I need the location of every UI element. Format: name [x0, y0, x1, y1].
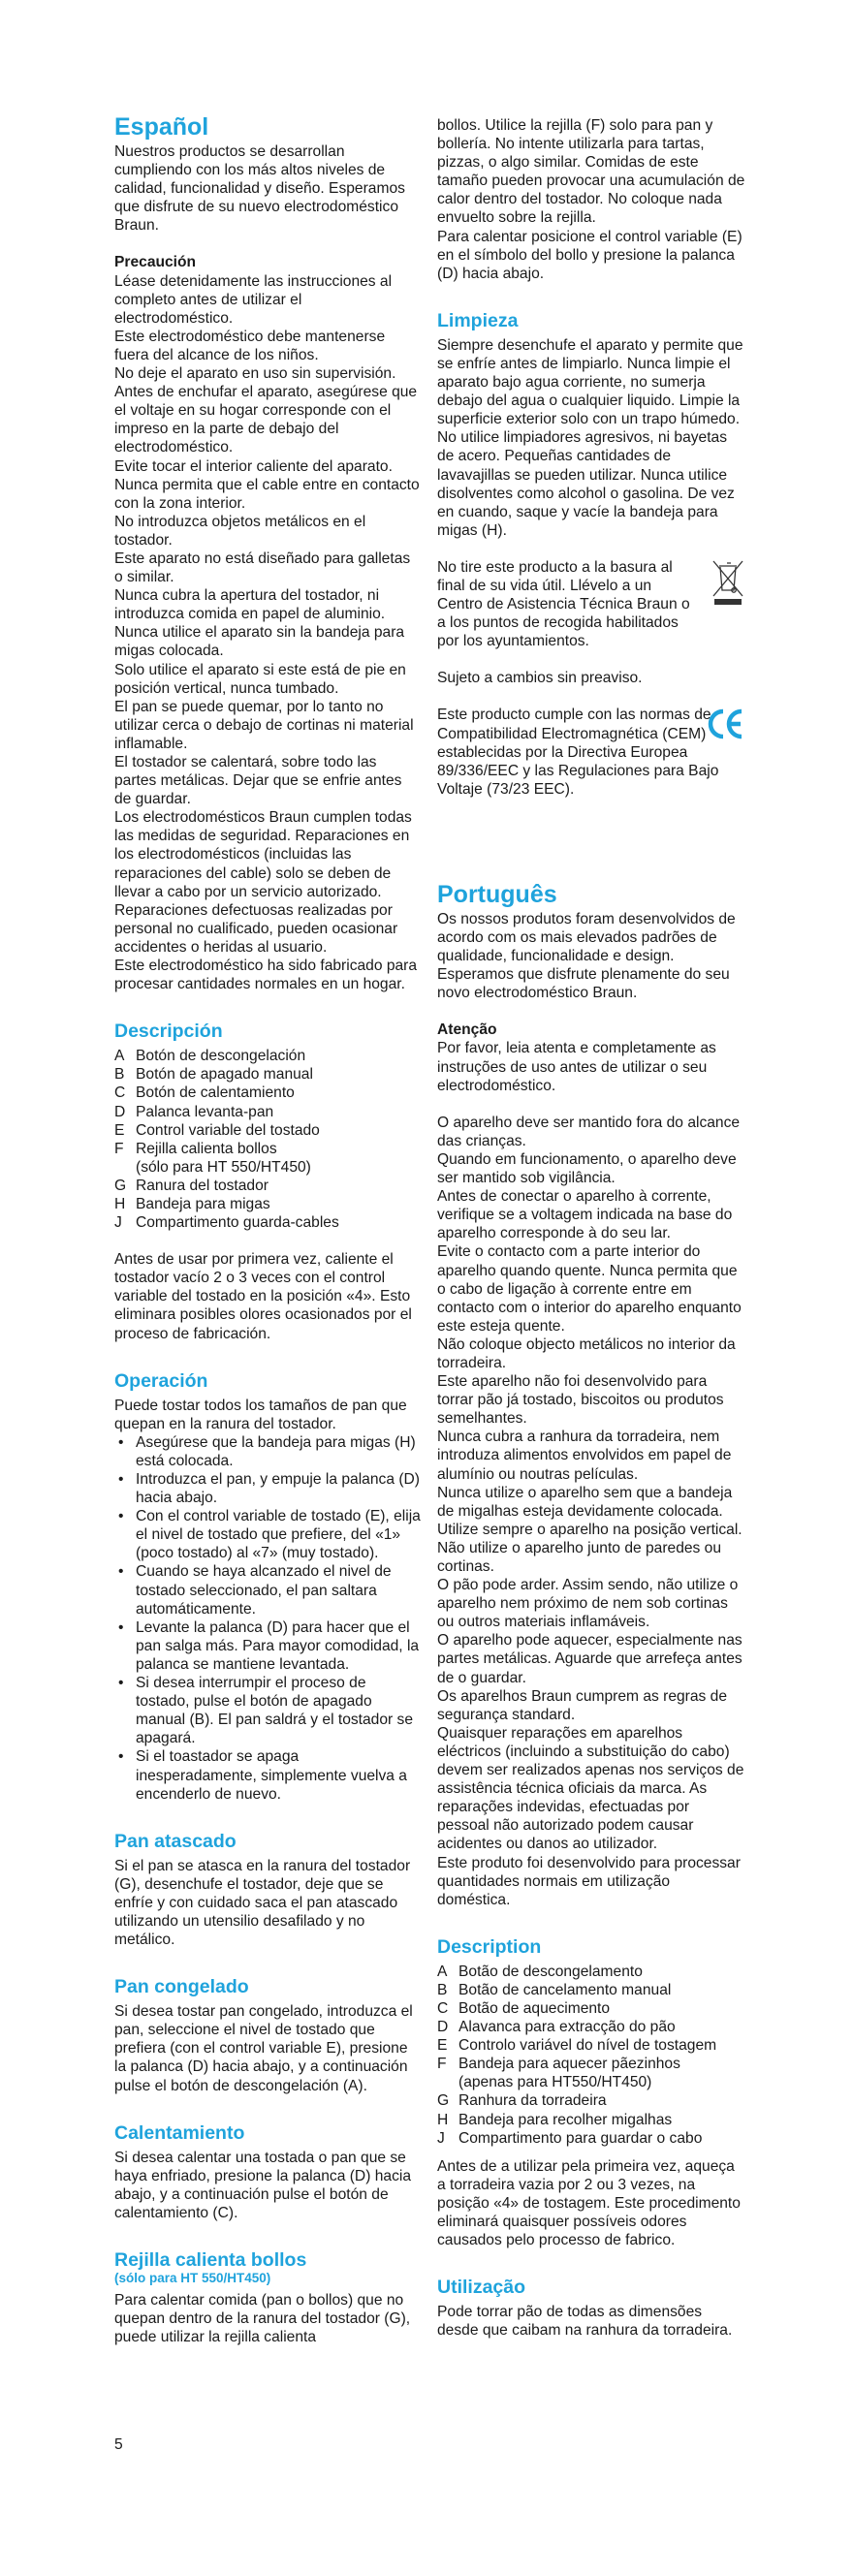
pt-caution-line: Nunca utilize o aparelho sem que a bandeja de migalhas esteja devidamente colocada.: [437, 1484, 733, 1520]
pt-first-use: Antes de a utilizar pela primeira vez, aqueça a torradeira vazia por 2 ou 3 vezes, na posição «4» de tostagem. Este procedimento eliminará quaisquer possíveis odores causados pelo processo de fabrico.: [437, 2157, 741, 2249]
pt-caution-line: Este aparelho não foi desenvolvido para torrar pão já tostado, biscoitos ou produtos semelhantes.: [437, 1373, 724, 1428]
es-operation-intro: Puede tostar todos los tamaños de pan que quepan en la ranura del tostador.: [114, 1397, 407, 1432]
es-description-title: Descripción: [114, 1021, 223, 1043]
es-bun-rack-subtitle: (sólo para HT 550/HT450): [114, 2271, 271, 2285]
es-caution-line: Este aparato no está diseñado para galletas o similar.: [114, 550, 411, 586]
es-caution-line: El tostador se calentará, sobre todo las partes metálicas. Dejar que se enfrie antes de guardar.: [114, 754, 402, 808]
pt-description-title: Description: [437, 1935, 542, 1958]
left-column: [114, 113, 423, 2346]
es-caution-title: Precaución: [114, 254, 197, 271]
es-compliance-text: Este producto cumple con las normas de Compatibilidad Electromagnética (CEM) establecidas por la Directiva Europea 89/336/EEC y las Regulaciones para Bajo Voltaje (73/23 EEC).: [437, 707, 719, 798]
pt-usage-text: Pode torrar pão de todas as dimensões desde que caibam na ranhura da torradeira.: [437, 2304, 733, 2340]
pt-caution-line: Não utilize o aparelho junto de paredes ou cortinas.: [437, 1539, 722, 1575]
ce-mark-icon: [707, 707, 745, 740]
es-intro: Nuestros productos se desarrollan cumpliendo con los más altos niveles de calidad, funcionalidad y diseño. Esperamos que disfrute de su nuevo electrodoméstico Braun.: [114, 143, 405, 235]
list-item: D Alavanca para extracção do pão: [437, 2019, 676, 2036]
list-item: E Controlo variável do nível de tostagem: [437, 2037, 717, 2055]
list-item: J Compartimento guarda-cables: [114, 1214, 339, 1232]
list-item: • Levante la palanca (D) para hacer que el pan salga más. Para mayor comodidad, la palanca se mantiene levantada.: [114, 1618, 423, 1674]
list-item: J Compartimento para guardar o cabo: [437, 2129, 703, 2147]
es-disposal-text: No tire este producto a la basura al final de su vida útil. Llévelo a un Centro de Asistencia Técnica Braun o a los puntos de recogida habilitados por los ayuntamientos.: [437, 558, 690, 650]
pt-caution-line: Quaisquer reparações em aparelhos eléctricos (incluindo a substituição do cabo) devem ser realizados apenas nos serviços de assistência técnica oficiais da marca. As reparações indevidas, efectuadas por pessoal não autorizado podem causar acidentes ou danos ao utilizador.: [437, 1724, 744, 1853]
pt-intro: Os nossos produtos foram desenvolvidos de acordo com os mais elevados padrões de qualidade, funcionalidade e design. Esperamos que disfrute plenamente do seu novo electrodoméstico Braun.: [437, 910, 736, 1002]
pt-caution-line: Evite o contacto com a parte interior do aparelho quando quente. Nunca permita que o cabo de ligação à corrente entre em contacto com o interior do aparelho enquanto este esteja quente.: [437, 1243, 742, 1335]
list-item: C Botão de aquecimento: [437, 1999, 611, 2017]
es-subject-to-change: Sujeto a cambios sin preaviso.: [437, 670, 643, 687]
pt-caution-line: O aparelho pode aquecer, especialmente nas partes metálicas. Aguarde que arrefeça antes de o guardar.: [437, 1632, 742, 1686]
es-caution-line: No introduzca objetos metálicos en el tostador.: [114, 513, 366, 549]
pt-caution-line: O aparelho deve ser mantido fora do alcance das crianças.: [437, 1114, 741, 1149]
es-parts-list: [114, 1047, 423, 1232]
es-caution-line: Solo utilice el aparato si este está de pie en posición vertical, nunca tumbado.: [114, 661, 406, 697]
es-caution-line: Nunca utilice el aparato sin la bandeja para migas colocada.: [114, 624, 405, 660]
list-item: F Rejilla calienta bollos (sólo para HT 550/HT450): [114, 1140, 311, 1176]
es-reheat-title: Calentamiento: [114, 2121, 245, 2144]
es-cleaning-text: Siempre desenchufe el aparato y permite que se enfríe antes de limpiarlo. Nunca limpie el aparato bajo agua corriente, no sumerja debajo del agua o cualquier liquido. Limpie la superficie exterior solo con un trapo húmedo. No utilice limpiadores agresivos, ni bayetas de acero. Pequeñas cantidades de lavavajillas se pueden utilizar. Nunca utilice disolventes como alcohol o gasolina. De vez en cuando, saque y vacíe la bandeja para migas (H).: [437, 336, 743, 539]
es-disposal-notice: [437, 558, 745, 650]
es-compliance-notice: [437, 706, 745, 798]
weee-crossed-bin-icon: [711, 558, 745, 607]
es-caution-line: Evite tocar el interior caliente del aparato.: [114, 457, 393, 475]
list-item: H Bandeja para recolher migalhas: [437, 2111, 673, 2128]
right-column: [437, 116, 745, 2340]
es-caution-line: El pan se puede quemar, por lo tanto no utilizar cerca o debajo de cortinas ni material inflamable.: [114, 698, 414, 752]
es-frozen-text: Si desea tostar pan congelado, introduzca el pan, seleccione el nivel de tostado que prefiera (con el control variable E), presione la palanca (D) hacia abajo, y a continuación pulse el botón de descongelación (A).: [114, 2003, 413, 2094]
section-title-espanol: Español: [114, 113, 209, 141]
list-item: B Botão de cancelamento manual: [437, 1981, 672, 1998]
es-caution-line: Léase detenidamente las instrucciones al completo antes de utilizar el electrodoméstico.: [114, 272, 393, 327]
es-jammed-title: Pan atascado: [114, 1830, 237, 1852]
pt-caution-line: Nunca cubra a ranhura da torradeira, nem introduza alimentos envolvidos em papel de alumínio ou noutras películas.: [437, 1429, 732, 1483]
list-item: E Control variable del tostado: [114, 1121, 320, 1139]
list-item: F Bandeja para aquecer pãezinhos (apenas para HT550/HT450): [437, 2056, 680, 2091]
pt-caution-line: Não coloque objecto metálicos no interior da torradeira.: [437, 1335, 736, 1371]
es-operation-steps: [114, 1433, 423, 1804]
list-item: C Botón de calentamiento: [114, 1084, 295, 1102]
list-item: • Con el control variable de tostado (E), elija el nivel de tostado que prefiere, del «1» (poco tostado) al «7» (muy tostado).: [114, 1507, 423, 1562]
pt-caution-title: Atenção: [437, 1021, 497, 1039]
es-caution-line: Antes de enchufar el aparato, asegúrese que el voltaje en su hogar corresponde con el impreso en la parte de debajo del electrodoméstico.: [114, 384, 418, 456]
list-item: D Palanca levanta-pan: [114, 1103, 274, 1120]
list-item: • Si desea interrumpir el proceso de tostado, pulse el botón de apagado manual (B). El pan saldrá y el tostador se apagará.: [114, 1674, 423, 1747]
page-number: 5: [114, 2436, 123, 2453]
pt-caution-line: Os aparelhos Braun cumprem as regras de segurança standard.: [437, 1687, 728, 1723]
list-item: A Botão de descongelamento: [437, 1963, 643, 1980]
list-item: • Si el toastador se apaga inesperadamente, simplemente vuelva a encenderlo de nuevo.: [114, 1747, 423, 1803]
list-item: • Introduzca el pan, y empuje la palanca (D) hacia abajo.: [114, 1470, 423, 1507]
es-caution-line: No deje el aparato en uso sin supervisión.: [114, 365, 396, 383]
es-operation-title: Operación: [114, 1369, 208, 1392]
es-first-use: Antes de usar por primera vez, caliente el tostador vacío 2 o 3 veces con el control variable del tostado en la posición «4». Esto eliminara posibles olores ocasionados por el proceso de fabricación.: [114, 1251, 412, 1342]
es-bun-rack-text: Para calentar comida (pan o bollos) que no quepan dentro de la ranura del tostador (G), puede utilizar la rejilla calienta: [114, 2292, 411, 2346]
list-item: • Asegúrese que la bandeja para migas (H) está colocada.: [114, 1433, 423, 1470]
es-caution-line: Este electrodoméstico debe mantenerse fuera del alcance de los niños.: [114, 328, 386, 363]
es-caution-line: Nunca permita que el cable entre en contacto con la zona interior.: [114, 476, 420, 512]
section-title-portugues: Português: [437, 880, 557, 908]
list-item: H Bandeja para migas: [114, 1195, 270, 1212]
list-item: G Ranhura da torradeira: [437, 2092, 607, 2110]
list-item: A Botón de descongelación: [114, 1048, 306, 1065]
list-item: G Ranura del tostador: [114, 1177, 269, 1194]
pt-usage-title: Utilização: [437, 2277, 526, 2299]
es-cleaning-title: Limpieza: [437, 309, 519, 331]
pt-caution-line: Antes de conectar o aparelho à corrente, verifique se a voltagem indicada na base do aparelho corresponde à do seu lar.: [437, 1188, 733, 1242]
es-jammed-text: Si el pan se atasca en la ranura del tostador (G), desenchufe el tostador, deje que se enfríe y con cuidado saca el pan atascado utilizando un utensilio desafilado y no metálico.: [114, 1857, 411, 1949]
es-caution-line: Nunca cubra la apertura del tostador, ni introduzca comida en papel de aluminio.: [114, 587, 386, 623]
es-bun-rack-text-cont: Para calentar posicione el control variable (E) en el símbolo del bollo y presione la palanca (D) hacia abajo.: [437, 228, 742, 282]
pt-caution-line: Este produto foi desenvolvido para processar quantidades normais em utilização doméstica.: [437, 1854, 741, 1908]
es-bun-rack-text-cont: bollos. Utilice la rejilla (F) solo para pan y bollería. No intente utilizarla para tartas, pizzas, o algo similar. Comidas de este tamaño pueden provocar una acumulación de calor dentro del tostador. No coloque nada envuelto sobre la rejilla.: [437, 117, 745, 227]
es-caution-line: Este electrodoméstico ha sido fabricado para procesar cantidades normales en un hogar.: [114, 958, 418, 993]
es-reheat-text: Si desea calentar una tostada o pan que se haya enfriado, presione la palanca (D) hacia abajo, y a continuación pulse el botón de calentamiento (C).: [114, 2149, 411, 2221]
es-frozen-title: Pan congelado: [114, 1976, 249, 1998]
pt-caution-first: Por favor, leia atenta e completamente as instruções de uso antes de utilizar o seu electrodoméstico.: [437, 1040, 716, 1094]
pt-caution-line: Utilize sempre o aparelho na posição vertical.: [437, 1521, 742, 1538]
pt-caution-line: Quando em funcionamento, o aparelho deve ser mantido sob vigilância.: [437, 1150, 737, 1187]
es-caution-line: Los electrodomésticos Braun cumplen todas las medidas de seguridad. Reparaciones en los electrodomésticos (incluidas las reparaciones del cable) solo se deben de llevar a cabo por un servicio autorizado. Reparaciones defectuosas realizadas por personal no cualificado, pueden ocasionar accidentes o heridas al usuario.: [114, 809, 412, 956]
list-item: B Botón de apagado manual: [114, 1066, 313, 1084]
es-bun-rack-title: Rejilla calienta bollos: [114, 2249, 307, 2271]
list-item: • Cuando se haya alcanzado el nivel de tostado seleccionado, el pan saltara automáticamente.: [114, 1562, 423, 1618]
pt-caution-line: O pão pode arder. Assim sendo, não utilize o aparelho nem próximo de nem sob cortinas ou outros materiais inflamáveis.: [437, 1577, 739, 1631]
pt-parts-list: [437, 1963, 745, 2148]
